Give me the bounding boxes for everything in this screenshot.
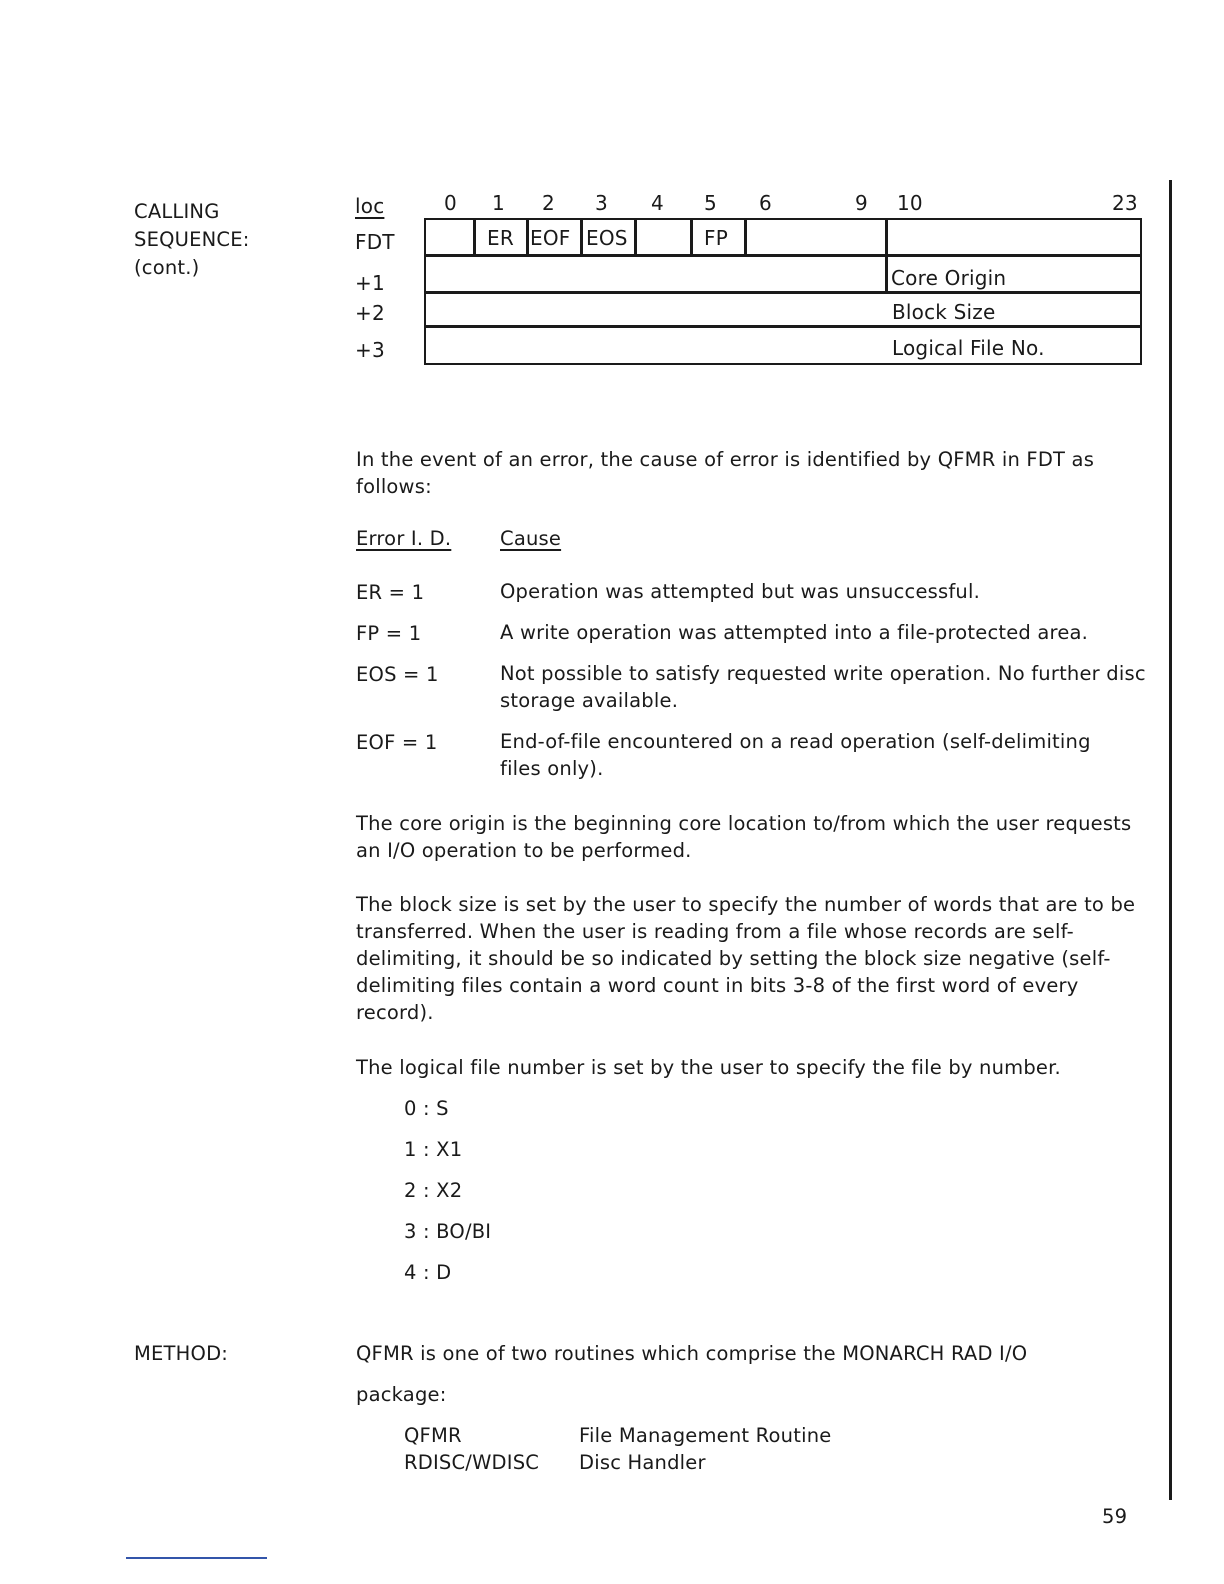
fdt-word-diagram bbox=[424, 218, 1142, 365]
error-id: EOS = 1 bbox=[356, 663, 439, 686]
bit-divider bbox=[690, 220, 693, 256]
routine-desc: File Management Routine bbox=[579, 1424, 832, 1447]
error-cause: Operation was attempted but was unsuccessful. bbox=[500, 580, 980, 603]
loc-header: loc bbox=[355, 194, 385, 218]
bit-number: 0 bbox=[444, 191, 457, 215]
cause-header: Cause bbox=[500, 527, 562, 550]
method-text-line2: package: bbox=[356, 1383, 447, 1406]
bit-number: 23 bbox=[1112, 191, 1138, 215]
logical-file-item: 0 : S bbox=[404, 1097, 449, 1120]
field-core-origin: Core Origin bbox=[891, 266, 1007, 290]
error-intro-paragraph: In the event of an error, the cause of error is identified by QFMR in FDT as follows: bbox=[356, 448, 1095, 498]
routine-desc: Disc Handler bbox=[579, 1451, 706, 1474]
bit-number: 6 bbox=[759, 191, 772, 215]
core-origin-paragraph: The core origin is the beginning core location to/from which the user requests an I/O operation to be performed. bbox=[356, 812, 1132, 862]
footer-rule bbox=[126, 1557, 267, 1559]
error-cause: A write operation was attempted into a file-protected area. bbox=[500, 621, 1089, 644]
calling-label-line2: SEQUENCE: bbox=[134, 228, 250, 251]
error-id-header: Error I. D. bbox=[356, 527, 452, 550]
error-id: FP = 1 bbox=[356, 622, 422, 645]
bit-number: 4 bbox=[651, 191, 664, 215]
calling-sequence-label bbox=[134, 198, 250, 282]
bit-number: 2 bbox=[542, 191, 555, 215]
error-id: EOF = 1 bbox=[356, 731, 438, 754]
error-id: ER = 1 bbox=[356, 581, 425, 604]
bit-divider bbox=[885, 220, 888, 293]
row-divider bbox=[426, 325, 1140, 328]
field-logical-file-no: Logical File No. bbox=[892, 336, 1045, 360]
bit-divider bbox=[473, 220, 476, 256]
logical-file-item: 3 : BO/BI bbox=[404, 1220, 492, 1243]
logical-file-paragraph: The logical file number is set by the user to specify the file by number. bbox=[356, 1056, 1061, 1079]
routine-name: RDISC/WDISC bbox=[404, 1451, 540, 1474]
logical-file-item: 4 : D bbox=[404, 1261, 452, 1284]
logical-file-item: 1 : X1 bbox=[404, 1138, 463, 1161]
page-number: 59 bbox=[1102, 1505, 1128, 1528]
calling-label-line3: (cont.) bbox=[134, 256, 200, 279]
routine-name: QFMR bbox=[404, 1424, 462, 1447]
bit-number: 3 bbox=[595, 191, 608, 215]
row-label-plus1: +1 bbox=[355, 271, 385, 295]
row-divider bbox=[426, 254, 1140, 257]
block-size-paragraph: The block size is set by the user to specify the number of words that are to be transferred. When the user is reading from a file whose records are self-delimiting, it should be so indicated by setting the block size negative (self-delimiting files contain a word count in bits 3-8 of the first word of every record). bbox=[356, 893, 1136, 1024]
row-label-plus2: +2 bbox=[355, 301, 385, 325]
field-eof: EOF bbox=[530, 226, 571, 250]
row-label-plus3: +3 bbox=[355, 338, 385, 362]
error-cause: End-of-file encountered on a read operation (self-delimiting files only). bbox=[500, 730, 1091, 780]
method-text-line1: QFMR is one of two routines which comprise the MONARCH RAD I/O bbox=[356, 1342, 1028, 1365]
bit-number: 9 bbox=[855, 191, 868, 215]
bit-divider bbox=[744, 220, 747, 256]
field-fp: FP bbox=[704, 226, 728, 250]
bit-number: 5 bbox=[704, 191, 717, 215]
bit-number: 10 bbox=[897, 191, 923, 215]
field-er: ER bbox=[487, 226, 514, 250]
field-block-size: Block Size bbox=[892, 300, 996, 324]
bit-divider bbox=[634, 220, 637, 256]
bit-divider bbox=[580, 220, 583, 256]
change-bar bbox=[1169, 180, 1172, 1500]
field-eos: EOS bbox=[586, 226, 628, 250]
method-label: METHOD: bbox=[134, 1342, 229, 1365]
error-cause: Not possible to satisfy requested write operation. No further disc storage available. bbox=[500, 662, 1146, 712]
logical-file-item: 2 : X2 bbox=[404, 1179, 463, 1202]
row-divider bbox=[426, 291, 1140, 294]
bit-divider bbox=[526, 220, 529, 256]
calling-label-line1: CALLING bbox=[134, 200, 220, 223]
row-label-fdt: FDT bbox=[355, 230, 395, 254]
bit-number: 1 bbox=[492, 191, 505, 215]
